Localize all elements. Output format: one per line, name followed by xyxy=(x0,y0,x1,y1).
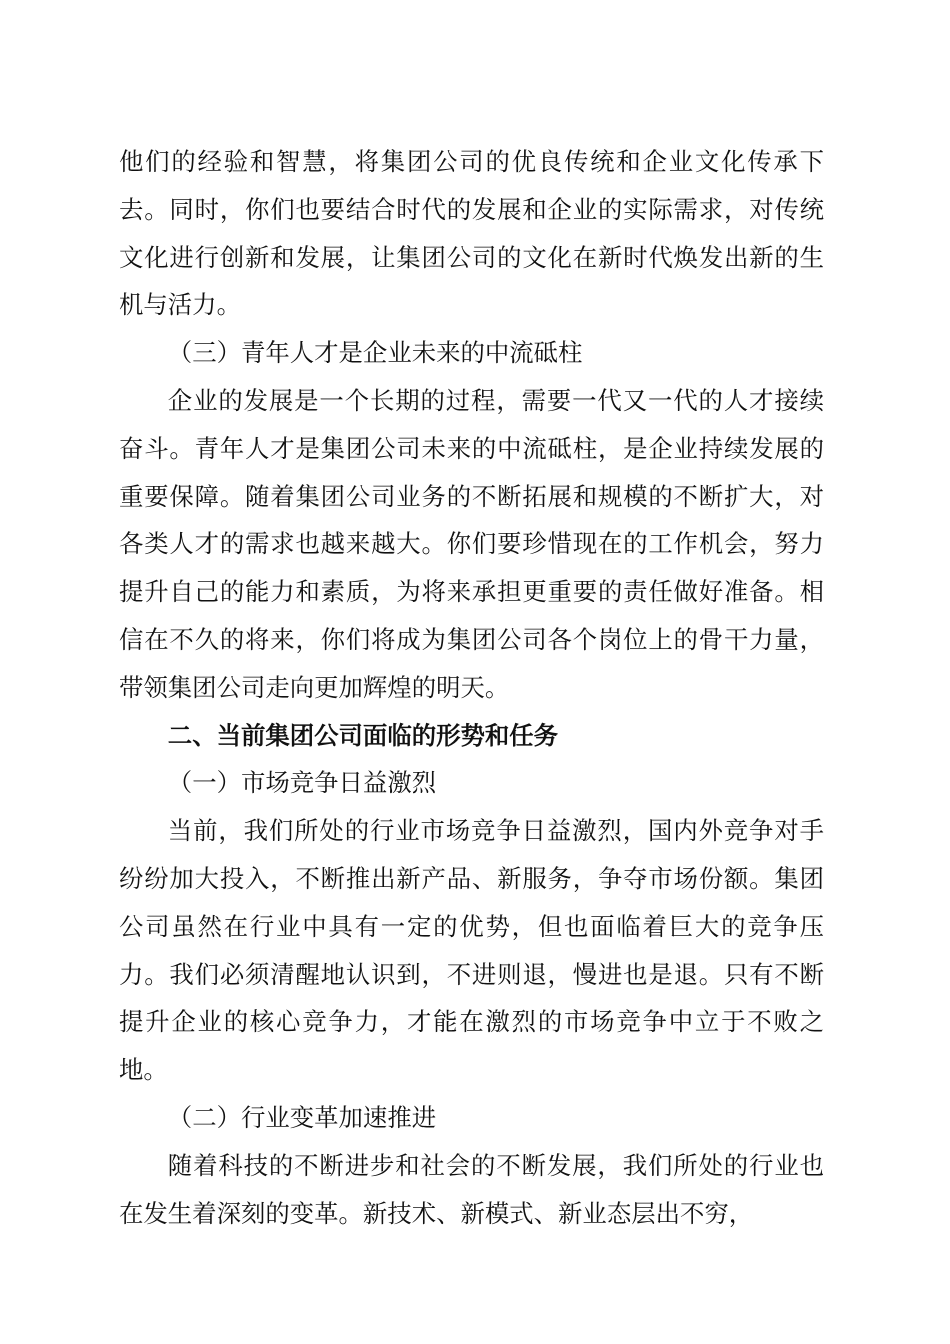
paragraph-industry-change: 随着科技的不断进步和社会的不断发展，我们所处的行业也在发生着深刻的变革。新技术、新模式、新业态层出不穷， xyxy=(119,1150,824,1228)
subheading-young-talent: （三）青年人才是企业未来的中流砥柱 xyxy=(167,338,583,368)
paragraph-culture-inheritance: 他们的经验和智慧，将集团公司的优良传统和企业文化传承下去。同时，你们也要结合时代的发展和企业的实际需求，对传统文化进行创新和发展，让集团公司的文化在新时代焕发出新的生机与活力。 xyxy=(119,147,824,320)
document-page xyxy=(119,138,824,1237)
paragraph-young-talent: 企业的发展是一个长期的过程，需要一代又一代的人才接续奋斗。青年人才是集团公司未来的中流砥柱，是企业持续发展的重要保障。随着集团公司业务的不断拓展和规模的不断扩大，对各类人才的需求也越来越大。你们要珍惜现在的工作机会，努力提升自己的能力和素质，为将来承担更重要的责任做好准备。相信在不久的将来，你们将成为集团公司各个岗位上的骨干力量，带领集团公司走向更加辉煌的明天。 xyxy=(119,385,824,702)
paragraph-market-competition: 当前，我们所处的行业市场竞争日益激烈，国内外竞争对手纷纷加大投入，不断推出新产品、新服务，争夺市场份额。集团公司虽然在行业中具有一定的优势，但也面临着巨大的竞争压力。我们必须清醒地认识到，不进则退，慢进也是退。只有不断提升企业的核心竞争力，才能在激烈的市场竞争中立于不败之地。 xyxy=(119,816,824,1085)
heading-situation-and-tasks: 二、当前集团公司面临的形势和任务 xyxy=(167,720,559,750)
subheading-industry-change: （二）行业变革加速推进 xyxy=(167,1102,437,1132)
subheading-market-competition: （一）市场竞争日益激烈 xyxy=(167,768,437,798)
